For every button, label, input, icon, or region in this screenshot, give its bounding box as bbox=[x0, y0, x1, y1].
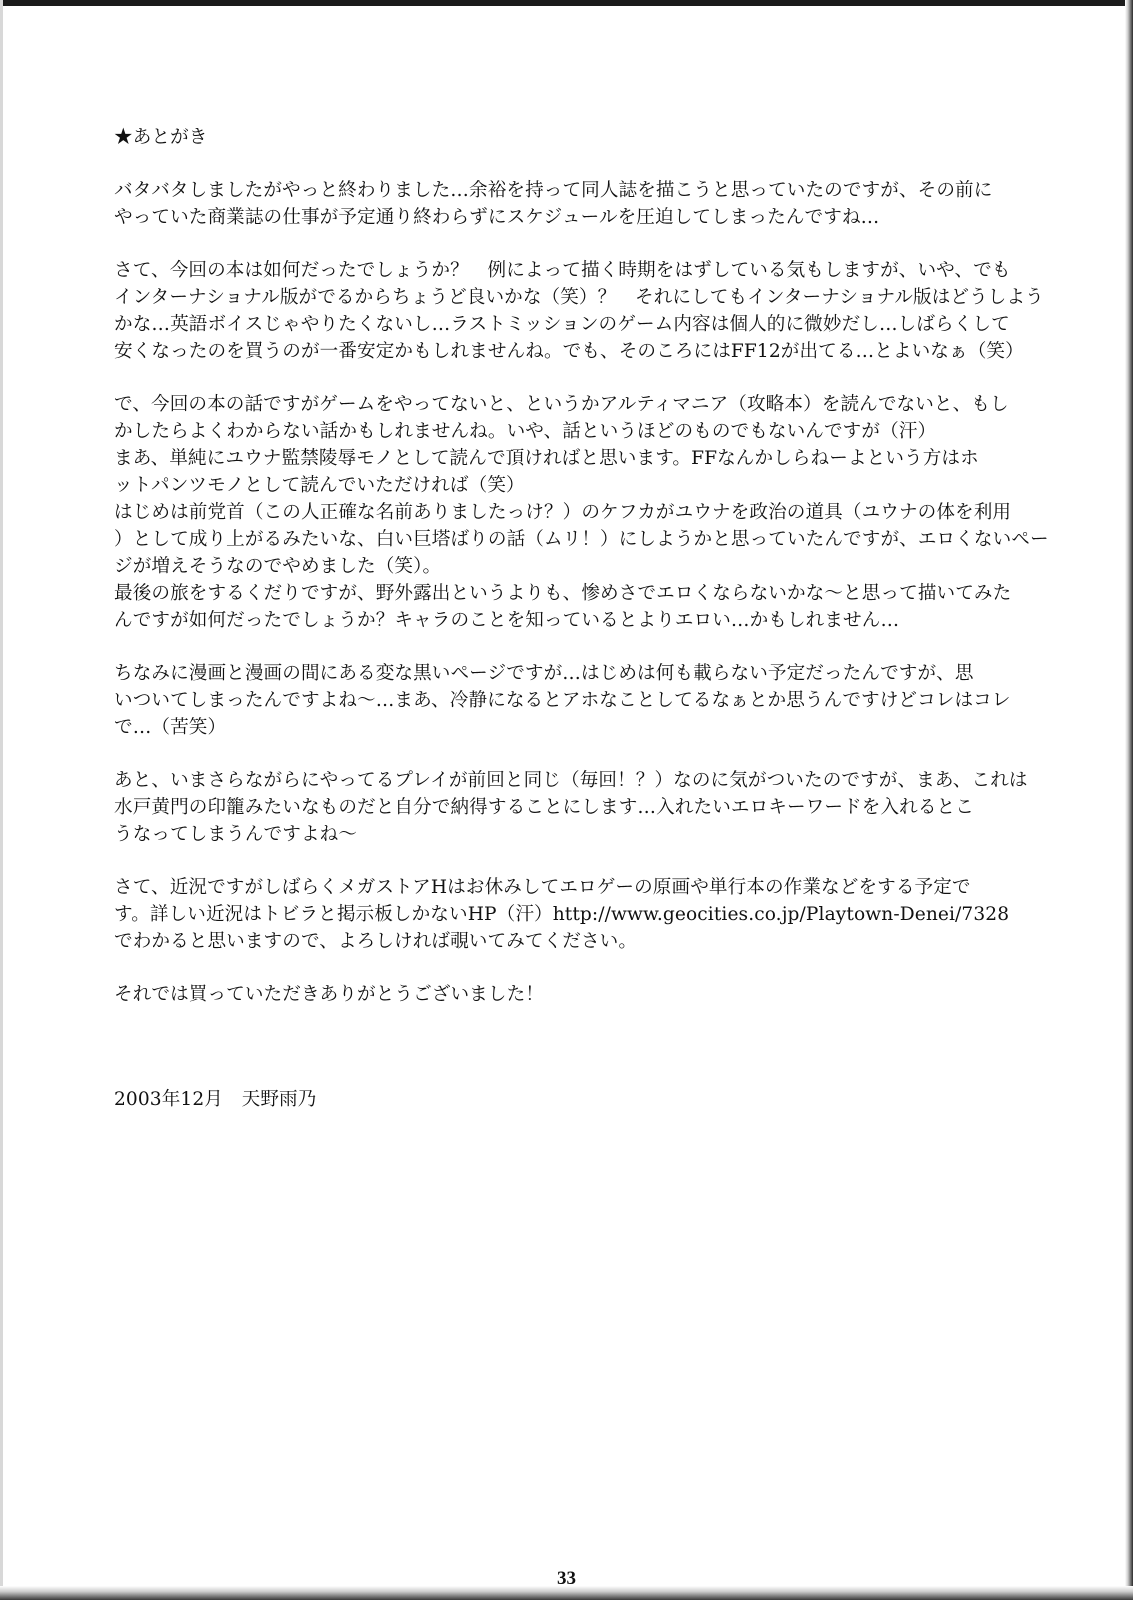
text-line: でわかると思いますので、よろしければ覗いてみてください。 bbox=[114, 931, 638, 952]
text-line: うなってしまうんですよね～ bbox=[114, 824, 358, 845]
text-line: はじめは前党首（この人正確な名前ありましたっけ？）のケフカがユウナを政治の道具（ユウナの体を利用 bbox=[114, 502, 1012, 523]
paragraph-5 bbox=[114, 767, 1044, 848]
text-line: んですが如何だったでしょうか？キャラのことを知っているとよりエロい…かもしれません… bbox=[114, 610, 900, 631]
signature-date-author: 2003年12月 天野雨乃 bbox=[114, 1089, 317, 1110]
text-line: ジが増えそうなのでやめました（笑）。 bbox=[114, 556, 442, 577]
text-line: 水戸黄門の印籠みたいなものだと自分で納得することにします…入れたいエロキーワードを入れるとこ bbox=[114, 797, 974, 818]
scan-border-top bbox=[0, 0, 1133, 6]
text-line: す。詳しい近況はトビラと掲示板しかないHP（汗）http://www.geocities.co.jp/Playtown-Denei/7328 bbox=[114, 904, 1010, 925]
text-line: かな…英語ボイスじゃやりたくないし…ラストミッションのゲーム内容は個人的に微妙だし…しばらくして bbox=[114, 314, 1010, 335]
text-line: やっていた商業誌の仕事が予定通り終わらずにスケジュールを圧迫してしまったんですね… bbox=[114, 207, 880, 228]
text-line: ットパンツモノとして読んでいただければ（笑） bbox=[114, 475, 525, 496]
text-line: あと、いまさらながらにやってるプレイが前回と同じ（毎回！？）なのに気がついたのですが、まあ、これは bbox=[114, 770, 1028, 791]
afterword-heading: ★あとがき bbox=[114, 127, 208, 148]
text-line: で…（苦笑） bbox=[114, 717, 227, 738]
text-line: まあ、単純にユウナ監禁陵辱モノとして読んで頂ければと思います。FFなんかしらねーよという方はホ bbox=[114, 448, 979, 469]
text-line: さて、近況ですがしばらくメガストアHはお休みしてエロゲーの原画や単行本の作業などをする予定で bbox=[114, 877, 971, 898]
paragraph-7 bbox=[114, 981, 1044, 1008]
paragraph-1 bbox=[114, 177, 1044, 231]
paragraph-3 bbox=[114, 391, 1049, 634]
text-line: バタバタしましたがやっと終わりました…余裕を持って同人誌を描こうと思っていたのですが、その前に bbox=[114, 180, 993, 201]
paragraph-4 bbox=[114, 660, 1044, 741]
text-line: 最後の旅をするくだりですが、野外露出というよりも、惨めさでエロくならないかな～と思って描いてみた bbox=[114, 583, 1012, 604]
text-line: 安くなったのを買うのが一番安定かもしれませんね。でも、そのころにはFF12が出てる…とよいなぁ（笑） bbox=[114, 341, 1024, 362]
text-line: さて、今回の本は如何だったでしょうか？ 例によって描く時期をはずしている気もしますが、いや、でも bbox=[114, 260, 1011, 281]
text-line: ）として成り上がるみたいな、白い巨塔ばりの話（ムリ！）にしようかと思っていたんですが、エロくないペー bbox=[114, 529, 1049, 550]
scan-border-right bbox=[1125, 0, 1133, 1600]
afterword-text-block bbox=[114, 124, 1049, 1113]
text-line: インターナショナル版がでるからちょうど良いかな（笑）？ それにしてもインターナショナル版はどうしよう bbox=[114, 287, 1044, 308]
scan-border-left bbox=[0, 0, 3, 1600]
paragraph-6 bbox=[114, 874, 1044, 955]
text-line: それでは買っていただきありがとうございました！ bbox=[114, 984, 544, 1005]
text-line: いついてしまったんですよね～…まあ、冷静になるとアホなことしてるなぁとか思うんですけどコレはコレ bbox=[114, 690, 1011, 711]
text-line: で、今回の本の話ですがゲームをやってないと、というかアルティマニア（攻略本）を読んでないと、もし bbox=[114, 394, 1009, 415]
paragraph-2 bbox=[114, 257, 1044, 365]
page-number: 33 bbox=[557, 1568, 576, 1589]
text-line: ちなみに漫画と漫画の間にある変な黒いページですが…はじめは何も載らない予定だったんですが、思 bbox=[114, 663, 974, 684]
text-line: かしたらよくわからない話かもしれませんね。いや、話というほどのものでもないんですが（汗） bbox=[114, 421, 937, 442]
